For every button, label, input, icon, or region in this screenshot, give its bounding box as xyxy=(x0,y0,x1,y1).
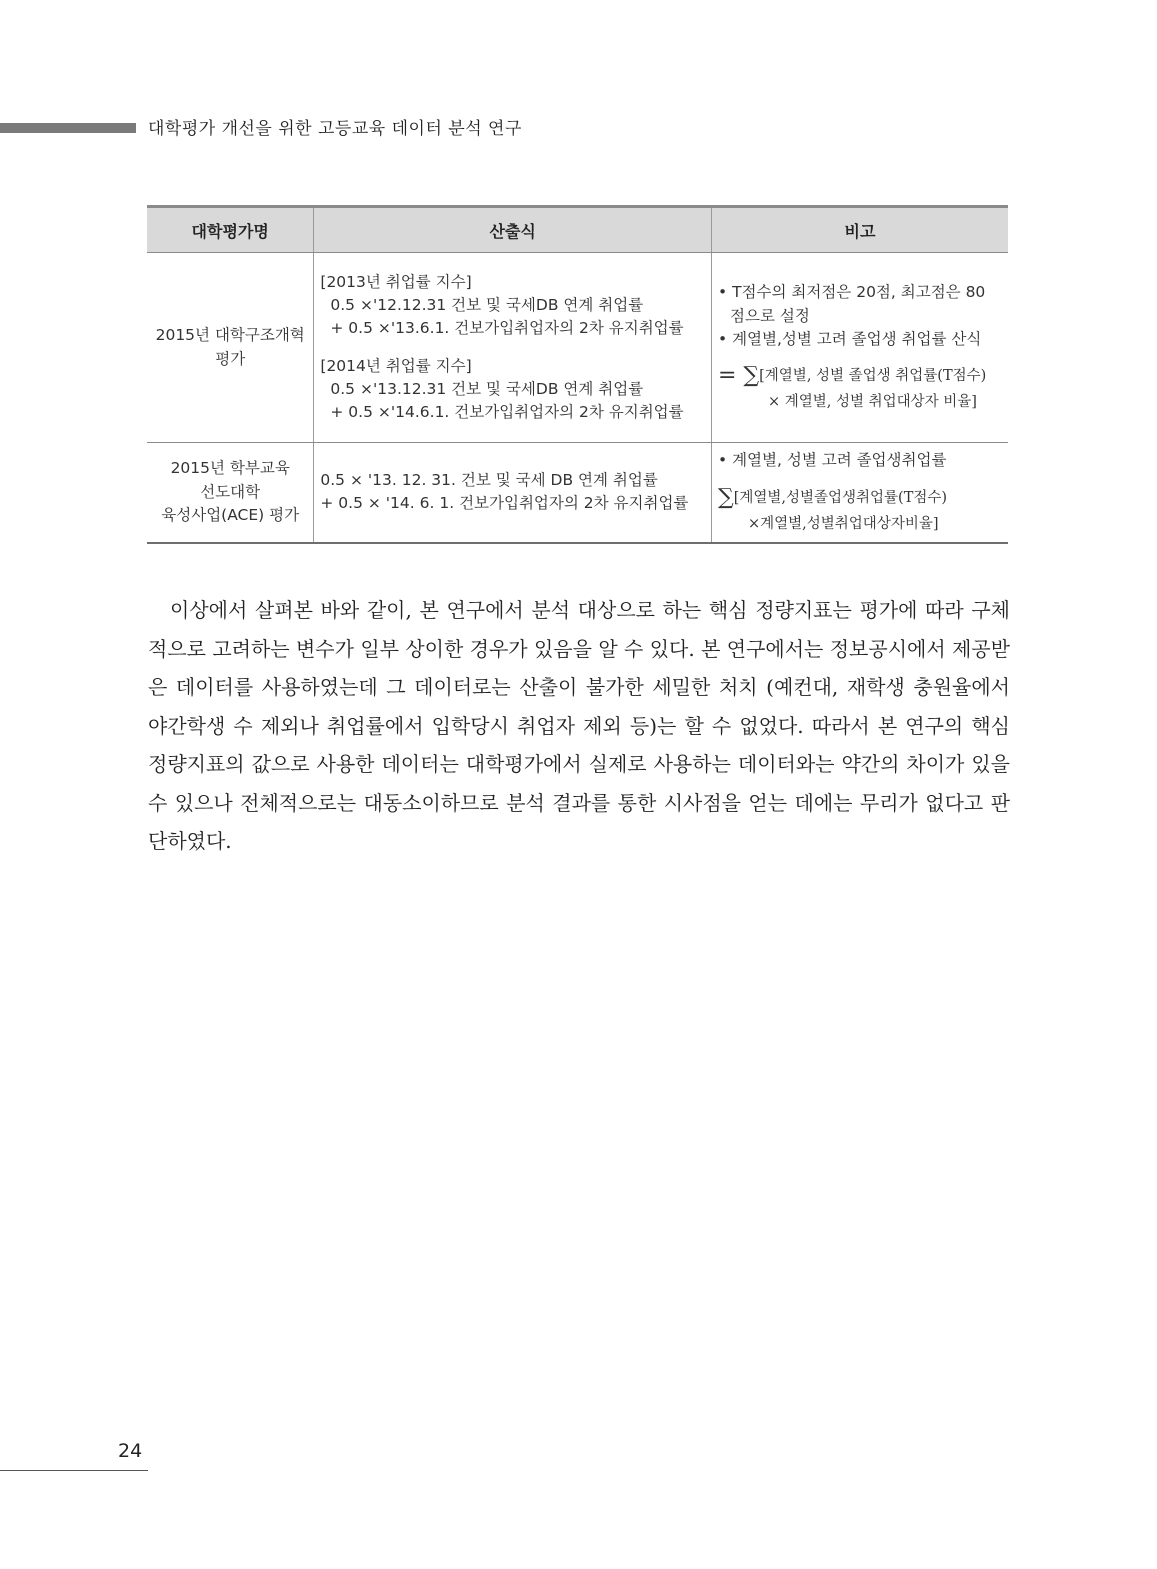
header-accent-bar xyxy=(0,123,136,133)
notes-cell xyxy=(712,253,1009,443)
running-header-title: 대학평가 개선을 위한 고등교육 데이터 분석 연구 xyxy=(148,119,522,139)
evaluation-name-line: 2015년 학부교육 xyxy=(170,459,290,478)
formula-cell xyxy=(314,253,712,443)
sum-formula xyxy=(718,359,1002,414)
table-row xyxy=(147,443,1008,543)
sigma-symbol: = ∑ xyxy=(718,363,760,388)
formula-line: 0.5 ×'13.12.31 건보 및 국세DB 연계 취업률 xyxy=(330,379,644,398)
evaluation-name-line: 육성사업(ACE) 평가 xyxy=(161,505,300,524)
evaluation-name-line: 선도대학 xyxy=(200,482,261,501)
formula-line: + 0.5 × '14. 6. 1. 건보가입취업자의 2차 유지취업률 xyxy=(320,494,689,513)
sum-formula-line: ×계열별,성별취업대상자비율] xyxy=(748,515,939,532)
evaluation-name: 2015년 대학구조개혁 평가 xyxy=(155,326,305,368)
evaluation-name-cell xyxy=(147,253,314,443)
formula-heading: [2013년 취업률 지수] xyxy=(320,272,472,291)
notes-cell xyxy=(712,443,1009,543)
footer-rule xyxy=(0,1470,148,1471)
page-number: 24 xyxy=(118,1440,143,1462)
note-line: 점으로 설정 xyxy=(730,306,810,325)
formula-heading: [2014년 취업률 지수] xyxy=(320,356,472,375)
note-line: • 계열별, 성별 고려 졸업생취업률 xyxy=(718,451,947,470)
formula-line: 0.5 ×'12.12.31 건보 및 국세DB 연계 취업률 xyxy=(330,296,644,314)
formula-cell xyxy=(314,443,712,543)
formula-line: 0.5 × '13. 12. 31. 건보 및 국세 DB 연계 취업률 xyxy=(320,471,658,489)
sigma-symbol: ∑ xyxy=(718,484,734,510)
note-line: • 계열별,성별 고려 졸업생 취업률 산식 xyxy=(718,329,982,348)
column-header-notes: 비고 xyxy=(712,207,1009,253)
sum-formula-line: [계열별, 성별 졸업생 취업률(T점수) xyxy=(759,368,987,384)
formula-line: + 0.5 ×'13.6.1. 건보가입취업자의 2차 유지취업률 xyxy=(330,319,684,338)
sum-formula-line: × 계열별, 성별 취업대상자 비율] xyxy=(768,394,977,410)
column-header-name: 대학평가명 xyxy=(147,207,314,253)
table-header-row xyxy=(147,207,1008,253)
sum-formula xyxy=(718,481,1002,536)
evaluation-name-cell xyxy=(147,443,314,543)
sum-formula-line: [계열별,성별졸업생취업률(T점수) xyxy=(733,489,948,506)
formula-line: + 0.5 ×'14.6.1. 건보가입취업자의 2차 유지취업률 xyxy=(330,403,684,421)
evaluation-table xyxy=(147,205,1008,544)
body-paragraph: 이상에서 살펴본 바와 같이, 본 연구에서 분석 대상으로 하는 핵심 정량지표는 평가에 따라 구체적으로 고려하는 변수가 일부 상이한 경우가 있음을 알 수 있다. 본 연구에서는 정보공시에서 제공받은 데이터를 사용하였는데 그 데이터로는 산출이 불가한 세밀한 처치 (예컨대, 재학생 충원율에서 야간학생 수 제외나 취업률에서 입학당시 취업자 제외 등)는 할 수 없었다. 따라서 본 연구의 핵심 정량지표의 값으로 사용한 데이터는 대학평가에서 실제로 사용하는 데이터와는 약간의 차이가 있을 수 있으나 전체적으로는 대동소이하므로 분석 결과를 통한 시사점을 얻는 데에는 무리가 없다고 판단하였다. xyxy=(148,598,1010,853)
note-line: • T점수의 최저점은 20점, 최고점은 80 xyxy=(718,283,986,302)
table-row xyxy=(147,253,1008,443)
column-header-formula: 산출식 xyxy=(314,207,712,253)
